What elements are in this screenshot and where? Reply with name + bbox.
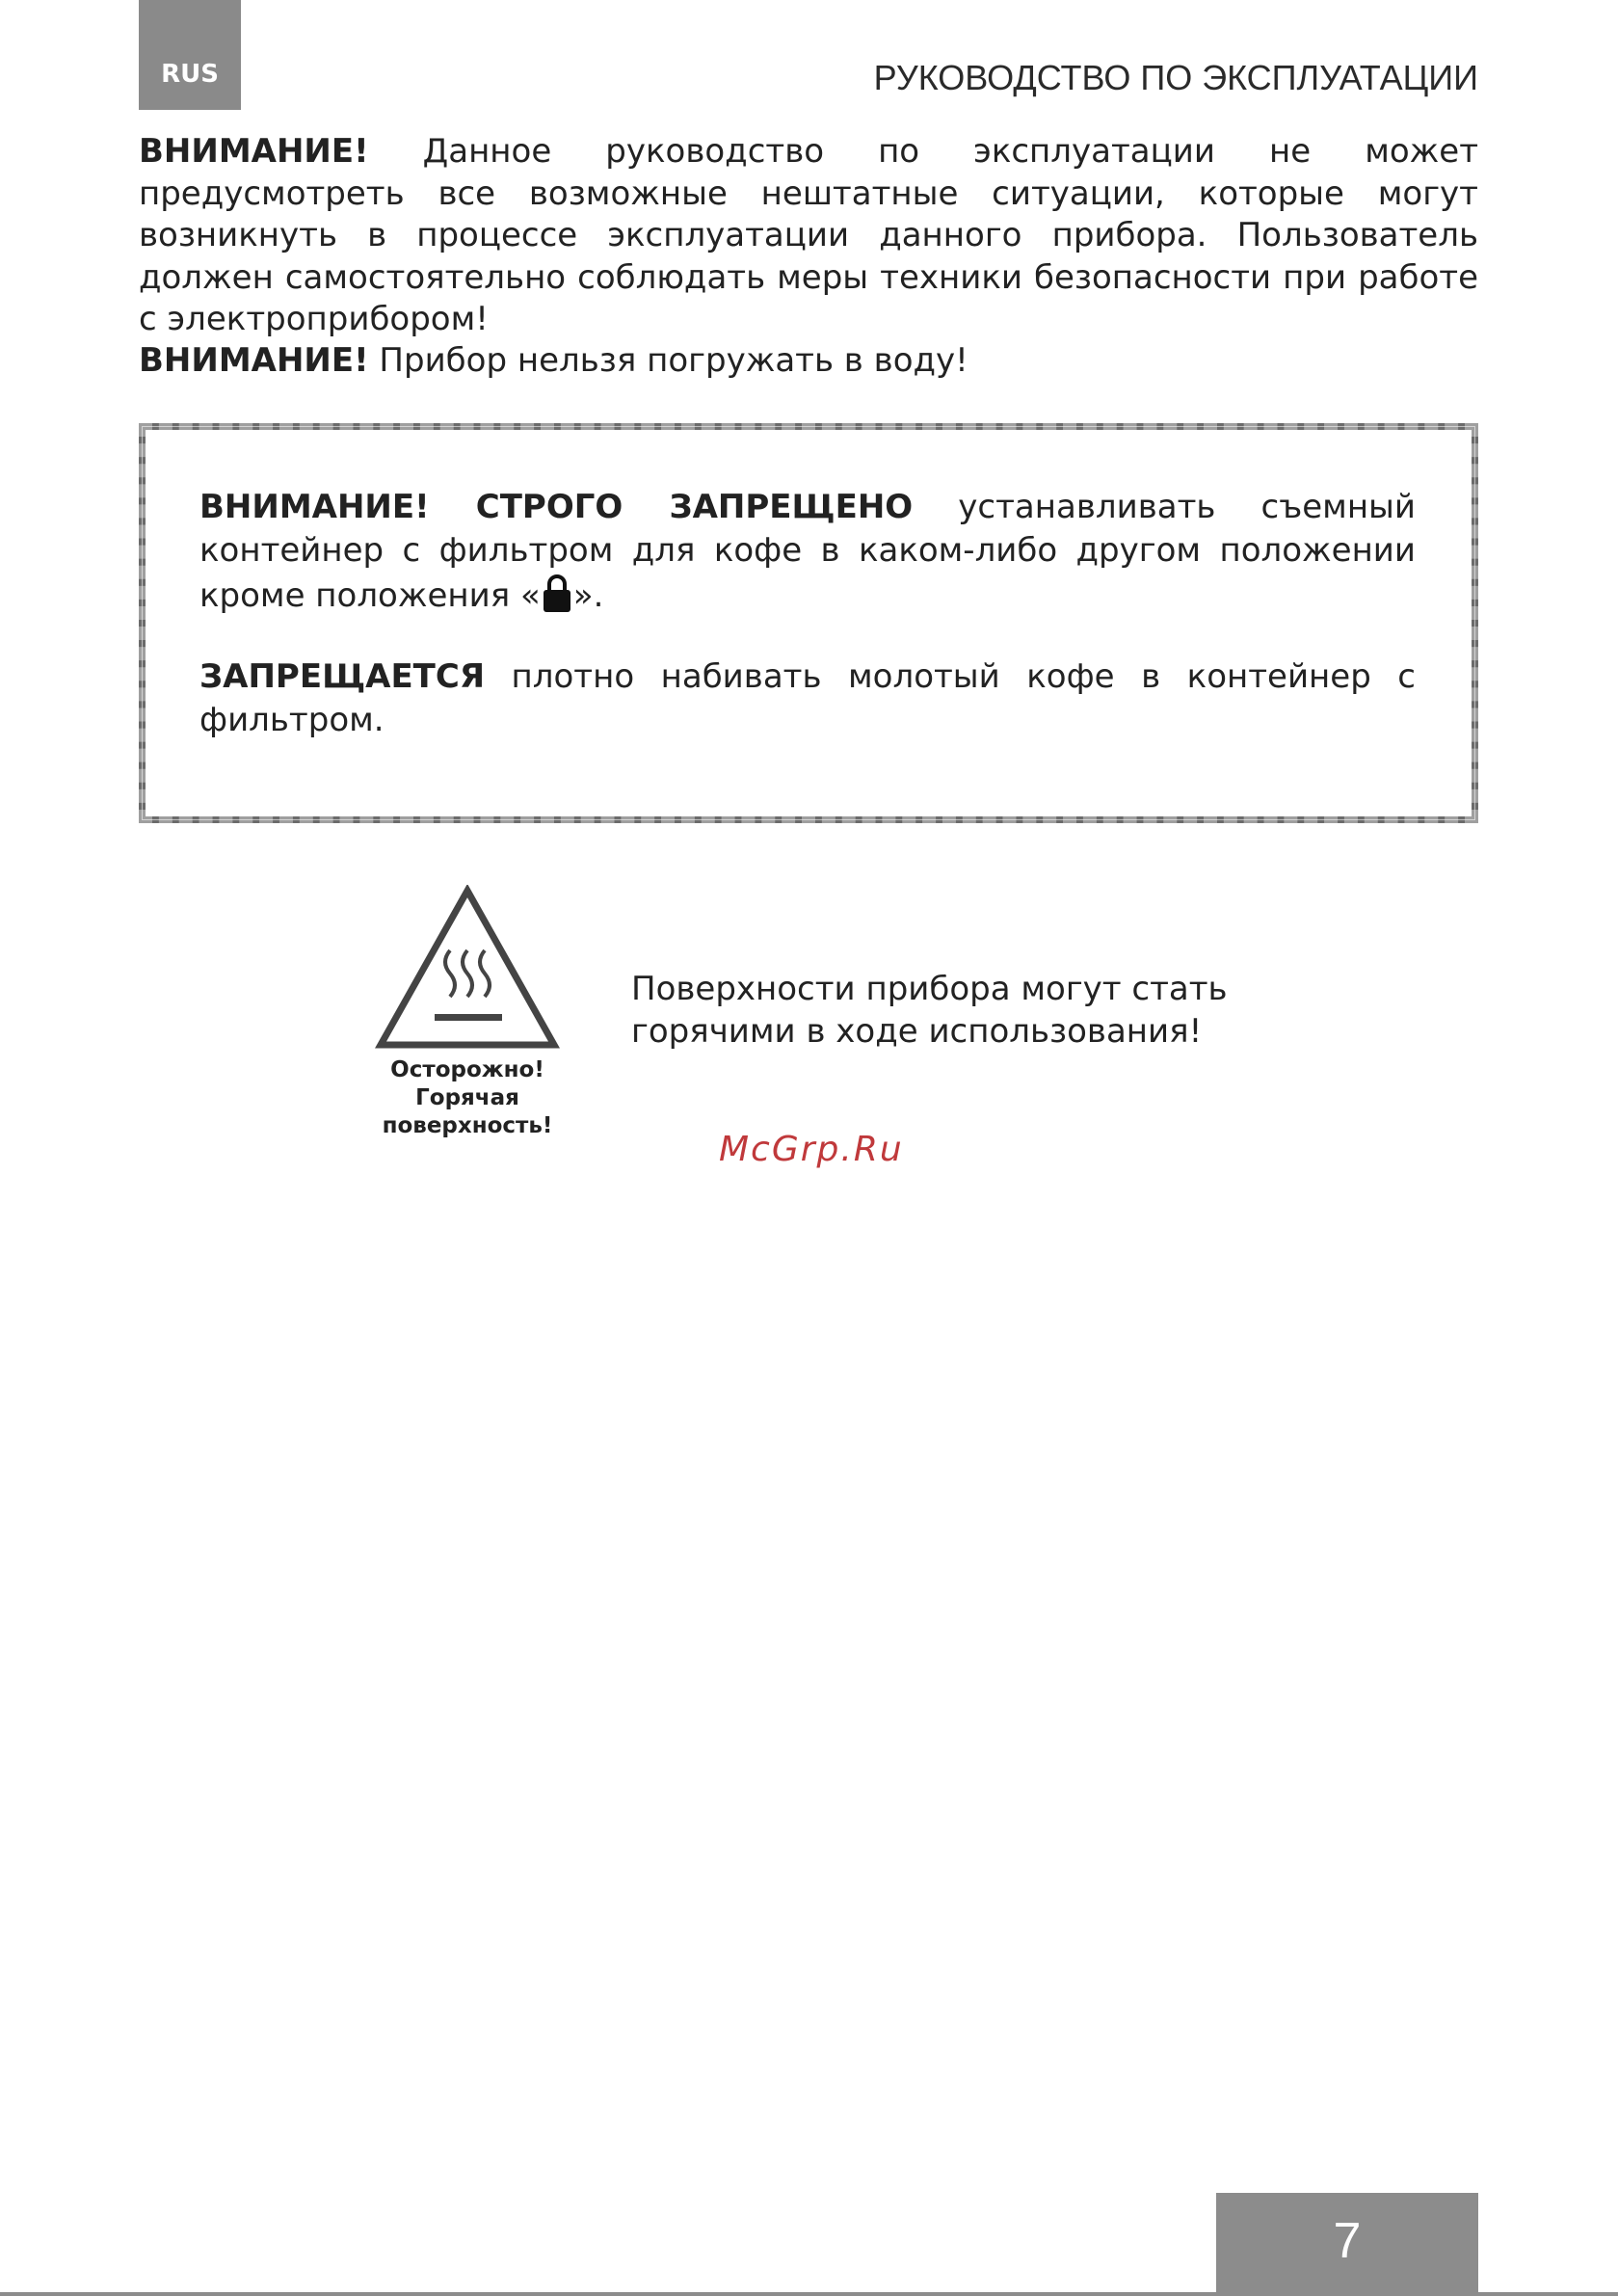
hot-surface-sign (371, 885, 564, 1138)
warning-paragraph-2 (199, 655, 1416, 741)
bottom-rule (0, 2292, 1618, 2296)
attention-label: ВНИМАНИЕ! (139, 132, 369, 171)
attention-text: Данное руководство по эксплуатации не может предусмотреть все возможные нештатные ситуации, которые могут возникнуть в процессе эксплуатации данного прибора. Пользователь должен самостоятельно соблюдать меры техники безопасности при работе с электроприбором! (139, 132, 1478, 338)
hot-surface-caption (371, 1056, 564, 1140)
header-title: РУКОВОДСТВО ПО ЭКСПЛУАТАЦИИ (873, 58, 1478, 97)
caption-line: Горячая (415, 1085, 519, 1110)
warning-box (139, 423, 1478, 823)
caption-line: поверхность! (382, 1113, 553, 1138)
attention-paragraph-2 (139, 340, 1478, 383)
attention-label: ВНИМАНИЕ! (139, 341, 369, 380)
page-number: 7 (1216, 2193, 1478, 2296)
warning-paragraph-1 (199, 486, 1416, 618)
lock-icon (541, 572, 573, 614)
attention-paragraph-1 (139, 131, 1478, 341)
warning-text-end: ». (572, 576, 604, 615)
warning-label: ЗАПРЕЩАЕТСЯ (199, 657, 486, 696)
hot-surface-text: Поверхности прибора могут стать горячими в ходе использования! (631, 970, 1228, 1051)
warning-label: ВНИМАНИЕ! СТРОГО ЗАПРЕЩЕНО (199, 488, 914, 526)
warning-text: плотно набивать молотый кофе в контейнер с фильтром. (199, 657, 1416, 739)
warning-text: устанавливать съемный контейнер с фильтром для кофе в каком-либо другом положении кроме положения « (199, 488, 1416, 615)
hot-surface-warning-icon (375, 885, 560, 1051)
caption-line: Осторожно! (390, 1057, 544, 1082)
language-tab: RUS (139, 0, 241, 110)
attention-text: Прибор нельзя погружать в воду! (368, 341, 968, 380)
watermark: McGrp.Ru (719, 1130, 904, 1169)
